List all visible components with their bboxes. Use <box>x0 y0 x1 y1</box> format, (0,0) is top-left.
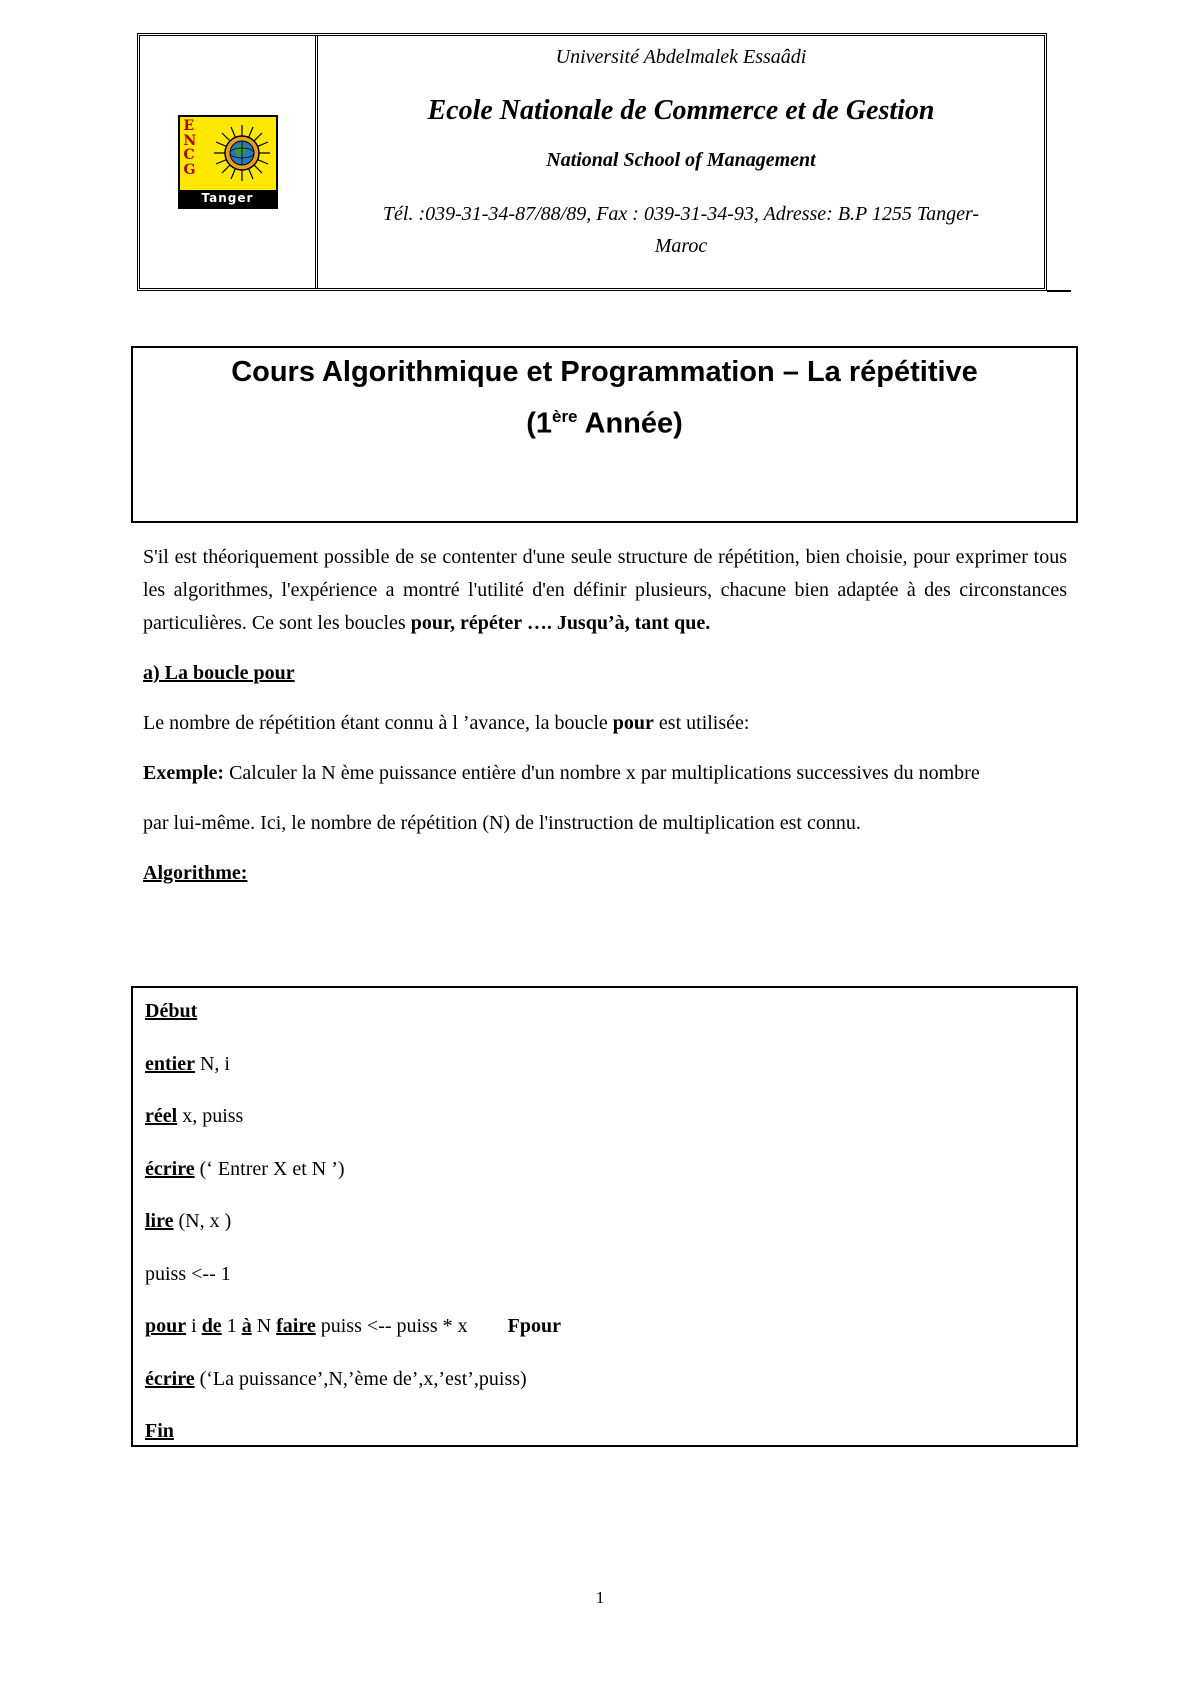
algorithm-box <box>131 986 1078 1447</box>
algo-line-reel: réel x, puiss <box>145 1105 244 1127</box>
algo-debut: Début <box>145 1000 198 1022</box>
letterhead-info <box>318 36 1044 288</box>
algo-line-lire: lire (N, x ) <box>145 1210 232 1232</box>
course-title: Cours Algorithmique et Programmation – La répétitive <box>231 356 978 388</box>
paragraph-known-count: par lui-même. Ici, le nombre de répétition (N) de l'instruction de multiplication est connu. <box>143 812 861 834</box>
course-year: (1ère Année) <box>526 407 683 440</box>
paragraph-loop-intro: Le nombre de répétition étant connu à l ’avance, la boucle pour est utilisée: <box>143 712 750 734</box>
logo-letters: E N C G <box>183 118 197 178</box>
school-name-fr: Ecole Nationale de Commerce et de Gestion <box>427 95 935 126</box>
school-logo <box>178 115 278 209</box>
school-name-en: National School of Management <box>546 149 816 171</box>
algo-line-entier: entier N, i <box>145 1052 230 1075</box>
example-paragraph: Exemple: Calculer la N ème puissance entière d'un nombre x par multiplications successives du nombre <box>143 762 980 784</box>
contact-info: Tél. :039-31-34-87/88/89, Fax : 039-31-34-93, Adresse: B.P 1255 Tanger- Maroc <box>382 203 980 257</box>
algo-line-ecrire-2: écrire (‘La puissance’,N,’ème de’,x,’est’,puiss) <box>145 1367 527 1390</box>
algo-line-assign: puiss <-- 1 <box>145 1262 231 1285</box>
intro-paragraph: S'il est théoriquement possible de se contenter d'une seule structure de répétition, bien choisie, pour exprimer tous les algorithmes, l'expérience a montré l'utilité d'en définir plusieurs, chacune bien adaptée à des circonstances particulières. Ce sont les boucles pour, répéter …. Jusqu’à, tant que. <box>143 546 1067 634</box>
letterhead <box>137 33 1047 291</box>
university-name: Université Abdelmalek Essaâdi <box>555 46 807 68</box>
algo-fin: Fin <box>145 1420 174 1442</box>
letterhead-rule <box>1047 290 1071 292</box>
algorithm-heading: Algorithme: <box>143 862 248 884</box>
page-number: 1 <box>595 1588 605 1607</box>
section-heading: a) La boucle pour <box>143 662 295 684</box>
algo-line-ecrire-1: écrire (‘ Entrer X et N ’) <box>145 1157 345 1180</box>
document-body <box>143 541 1067 890</box>
globe-icon <box>214 125 270 181</box>
logo-cell <box>140 36 318 288</box>
algo-line-pour: pour i de 1 à N faire puiss <-- puiss * x Fpour <box>145 1315 561 1337</box>
course-title-box <box>131 346 1078 523</box>
logo-city-band: Tanger <box>180 190 276 207</box>
